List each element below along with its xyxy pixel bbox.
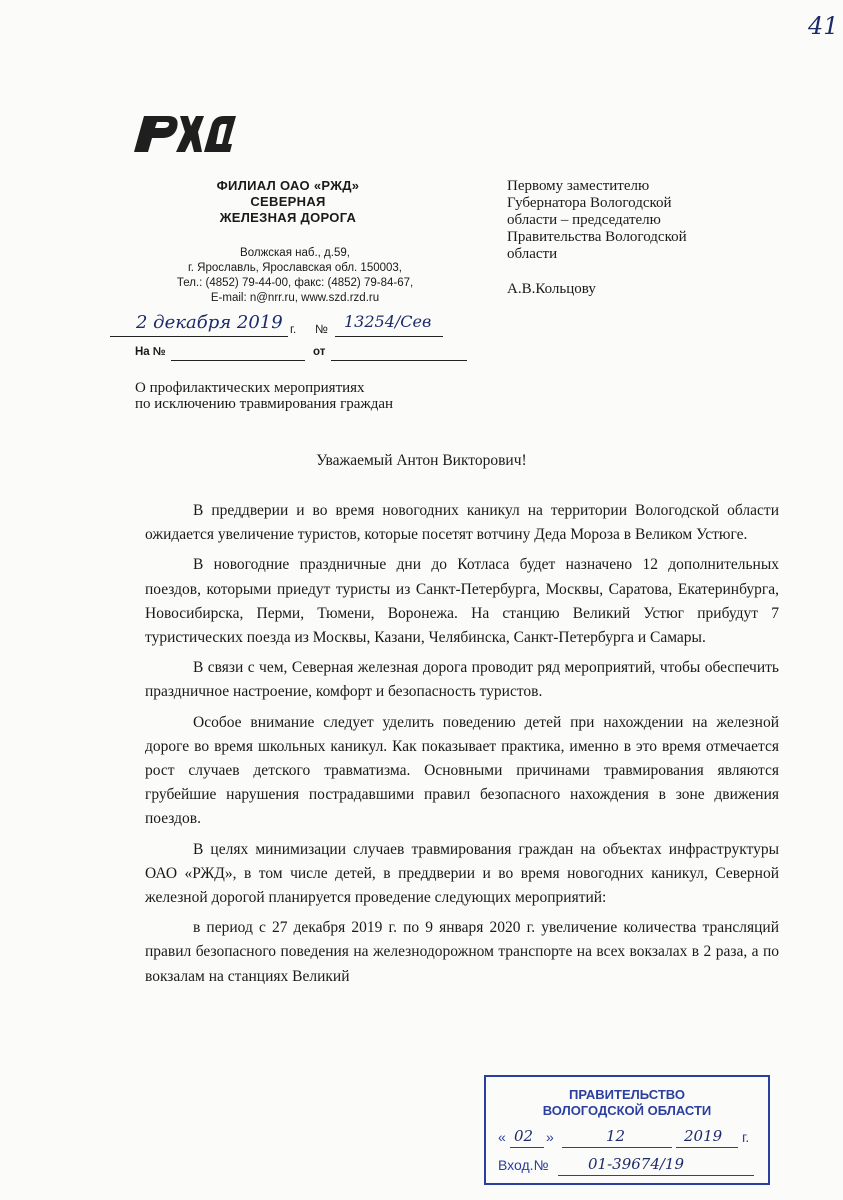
body-paragraph: В целях минимизации случаев травмирования граждан на объектах инфраструктуры ОАО «РЖД», в том числе детей, в преддверии и во время новогодних каникул, Северной железной дорогой планируется проведение следующих мероприятий:	[145, 840, 779, 907]
body-paragraph: В новогодние праздничные дни до Котласа будет назначено 12 дополнительных поездов, которыми приедут туристы из Санкт-Петербурга, Москвы, Саратова, Екатеринбурга, Новосибирска, Перми, Тюмени, Воронежа. На станцию Великий Устюг прибудут 7 туристических поезда из Москвы, Казани, Челябинска, Санкт-Петербурга и Самары.	[145, 556, 779, 647]
stamp-in-label: Вход.№	[498, 1157, 549, 1173]
stamp-year: 2019	[684, 1127, 723, 1145]
address-line3: Тел.: (4852) 79-44-00, факс: (4852) 79-84-67,	[176, 277, 414, 289]
org-name-line2: СЕВЕРНАЯ	[250, 194, 326, 209]
ot-label: от	[313, 346, 326, 358]
recipient-line1: Первому заместителю	[507, 178, 650, 194]
org-name-line3: ЖЕЛЕЗНАЯ ДОРОГА	[219, 210, 357, 225]
subject-line1: О профилактических мероприятиях	[135, 380, 365, 396]
outgoing-date-number	[110, 312, 470, 342]
stamp-in-number: 01-39674/19	[588, 1155, 685, 1173]
recipient-line3: области – председателю	[507, 212, 661, 228]
stamp-line2: ВОЛОГОДСКОЙ ОБЛАСТИ	[542, 1103, 712, 1118]
body-paragraph: В преддверии и во время новогодних каникул на территории Вологодской области ожидается увеличение туристов, которые посетят вотчину Деда Мороза в Великом Устюге.	[145, 502, 779, 544]
stamp-line1: ПРАВИТЕЛЬСТВО	[569, 1087, 685, 1102]
org-name-line1: ФИЛИАЛ ОАО «РЖД»	[216, 178, 360, 193]
subject-line2: по исключению травмирования граждан	[135, 396, 394, 412]
organization-address	[150, 246, 440, 306]
stamp-date-row: « 02 » 12 2019 г.	[498, 1129, 760, 1149]
outgoing-date: 2 декабря 2019	[136, 312, 283, 333]
outgoing-number: 13254/Сев	[344, 312, 432, 331]
address-line4: E-mail: n@nrr.ru, www.szd.rzd.ru	[210, 292, 380, 304]
address-line2: г. Ярославль, Ярославская обл. 150003,	[188, 262, 402, 274]
number-label: №	[315, 322, 328, 336]
year-suffix: г.	[290, 322, 297, 336]
letter-body	[145, 499, 779, 995]
letter-subject	[135, 380, 495, 412]
stamp-incoming-row	[498, 1157, 760, 1177]
recipient-line5: области	[507, 246, 558, 262]
na-underline	[171, 346, 305, 361]
na-label: На №	[135, 346, 166, 358]
greeting: Уважаемый Антон Викторович!	[316, 452, 527, 469]
body-paragraph: в период с 27 декабря 2019 г. по 9 января 2020 г. увеличение количества трансляций правил безопасного поведения на железнодорожном транспорте на всех вокзалах в 2 раза, а по вокзалам на станциях Великий	[145, 919, 779, 985]
reference-line	[135, 346, 475, 364]
recipient-name: А.В.Кольцову	[507, 281, 596, 297]
page-number: 41	[808, 12, 839, 40]
stamp-month: 12	[606, 1127, 626, 1145]
organization-block	[168, 178, 408, 226]
recipient-line4: Правительства Вологодской	[507, 229, 687, 245]
rzd-logo	[128, 108, 240, 156]
recipient-block	[507, 178, 757, 298]
stamp-year-suffix: г.	[742, 1129, 750, 1145]
incoming-stamp	[484, 1075, 770, 1185]
body-paragraph: Особое внимание следует уделить поведению детей при нахождении на железной дороге во время школьных каникул. Как показывает практика, именно в это время отмечается рост случаев детского травматизма. Основными причинами травмирования являются грубейшие нарушения пострадавшими правил безопасного нахождения в зоне движения поездов.	[145, 713, 779, 828]
rzd-logo-icon	[128, 108, 240, 156]
recipient-line2: Губернатора Вологодской	[507, 195, 672, 211]
stamp-day: 02	[514, 1127, 534, 1145]
address-line1: Волжская наб., д.59,	[240, 247, 350, 259]
body-paragraph: В связи с чем, Северная железная дорога проводит ряд мероприятий, чтобы обеспечить праздничное настроение, комфорт и безопасность туристов.	[145, 659, 779, 701]
ot-underline	[331, 346, 467, 361]
